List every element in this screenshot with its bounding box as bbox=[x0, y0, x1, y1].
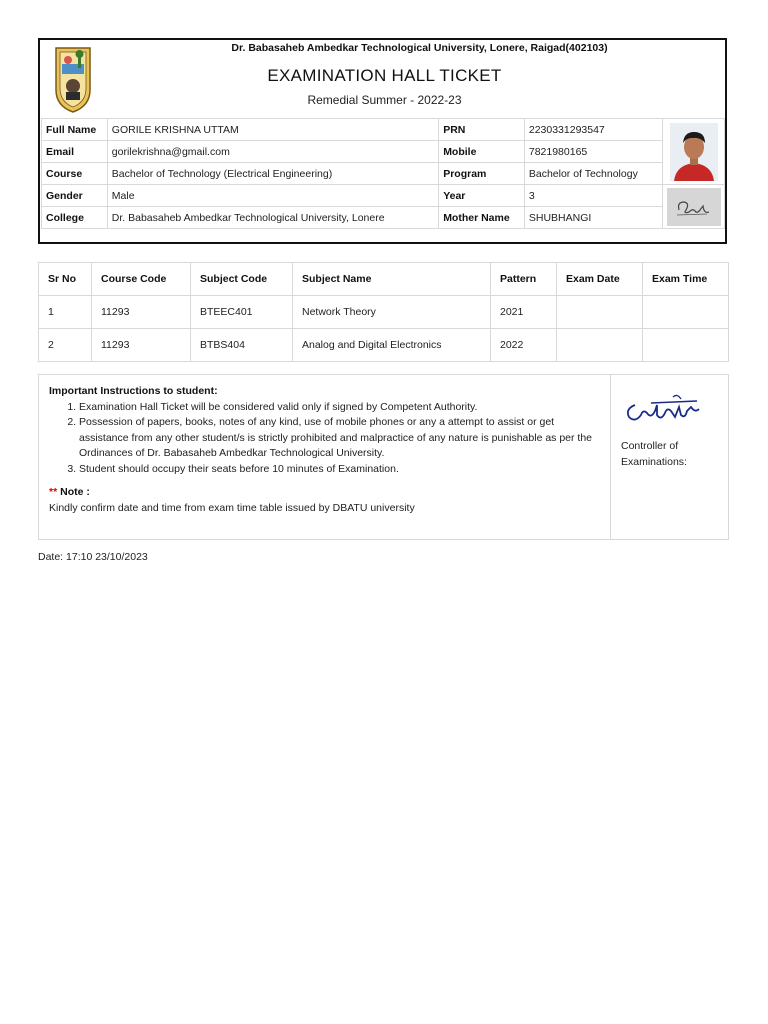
course-value: Bachelor of Technology (Electrical Engineering) bbox=[107, 163, 438, 185]
prn-value: 2230331293547 bbox=[524, 119, 662, 141]
student-signature bbox=[667, 188, 721, 226]
subject-code-cell: BTBS404 bbox=[191, 329, 293, 362]
column-header: Exam Time bbox=[643, 263, 729, 296]
program-value: Bachelor of Technology bbox=[524, 163, 662, 185]
column-header: Subject Code bbox=[191, 263, 293, 296]
instruction-item: 1. Examination Hall Ticket will be considered valid only if signed by Competent Authority. bbox=[79, 400, 600, 416]
college-label: College bbox=[42, 207, 108, 229]
exam-time-cell bbox=[643, 329, 729, 362]
instruction-item: 3. Student should occupy their seats before 10 minutes of Examination. bbox=[79, 462, 600, 478]
controller-title-line1: Controller of bbox=[621, 440, 679, 452]
student-info-table bbox=[41, 118, 725, 229]
mother-name-value: SHUBHANGI bbox=[524, 207, 662, 229]
info-row bbox=[42, 119, 725, 141]
year-value: 3 bbox=[524, 185, 662, 207]
student-photo bbox=[670, 123, 718, 181]
note-text: Kindly confirm date and time from exam time table issued by DBATU university bbox=[49, 501, 415, 514]
info-row bbox=[42, 185, 725, 207]
table-row bbox=[39, 296, 729, 329]
course-label: Course bbox=[42, 163, 108, 185]
gender-value: Male bbox=[107, 185, 438, 207]
subjects-header-row bbox=[39, 263, 729, 296]
instructions-box bbox=[38, 374, 729, 540]
column-header: Pattern bbox=[491, 263, 557, 296]
email-label: Email bbox=[42, 141, 108, 163]
program-label: Program bbox=[439, 163, 525, 185]
full-name-value: GORILE KRISHNA UTTAM bbox=[107, 119, 438, 141]
info-row bbox=[42, 163, 725, 185]
subject-name-cell: Analog and Digital Electronics bbox=[293, 329, 491, 362]
mobile-label: Mobile bbox=[439, 141, 525, 163]
year-label: Year bbox=[439, 185, 525, 207]
column-header: Sr No bbox=[39, 263, 92, 296]
hall-ticket-header-box bbox=[38, 38, 727, 244]
subject-name-cell: Network Theory bbox=[293, 296, 491, 329]
controller-title-line2: Examinations: bbox=[621, 455, 687, 468]
gender-label: Gender bbox=[42, 185, 108, 207]
column-header: Subject Name bbox=[293, 263, 491, 296]
pattern-cell: 2022 bbox=[491, 329, 557, 362]
page-title: EXAMINATION HALL TICKET bbox=[267, 66, 502, 85]
note-section bbox=[49, 485, 600, 516]
course-code-cell: 11293 bbox=[92, 296, 191, 329]
instructions-list bbox=[49, 400, 600, 478]
note-label: Note : bbox=[60, 486, 90, 498]
exam-date-cell bbox=[557, 329, 643, 362]
instructions-panel bbox=[39, 375, 611, 539]
sr-no-cell: 2 bbox=[39, 329, 92, 362]
college-value: Dr. Babasaheb Ambedkar Technological University, Lonere bbox=[107, 207, 438, 229]
subjects-table bbox=[38, 262, 729, 362]
exam-session: Remedial Summer - 2022-23 bbox=[307, 93, 462, 107]
course-code-cell: 11293 bbox=[92, 329, 191, 362]
prn-label: PRN bbox=[439, 119, 525, 141]
university-name: Dr. Babasaheb Ambedkar Technological University, Lonere, Raigad(402103) bbox=[231, 42, 608, 54]
pattern-cell: 2021 bbox=[491, 296, 557, 329]
sr-no-cell: 1 bbox=[39, 296, 92, 329]
subject-code-cell: BTEEC401 bbox=[191, 296, 293, 329]
info-row bbox=[42, 141, 725, 163]
signature-cell bbox=[663, 185, 725, 229]
column-header: Exam Date bbox=[557, 263, 643, 296]
instruction-item: 2. Possession of papers, books, notes of any kind, use of mobile phones or any a attempt to assist or get assistance from any other student/s is strictly prohibited and malpractice of any nature is punishable as per the Ordinances of Dr. Babasaheb Ambedkar Technological University. bbox=[79, 415, 600, 462]
table-row bbox=[39, 329, 729, 362]
info-row bbox=[42, 207, 725, 229]
controller-panel bbox=[612, 375, 728, 539]
note-stars: ** bbox=[49, 486, 58, 498]
full-name-label: Full Name bbox=[42, 119, 108, 141]
email-value: gorilekrishna@gmail.com bbox=[107, 141, 438, 163]
instructions-heading: Important Instructions to student: bbox=[49, 385, 218, 397]
print-date: Date: 17:10 23/10/2023 bbox=[38, 551, 148, 563]
column-header: Course Code bbox=[92, 263, 191, 296]
photo-cell bbox=[663, 119, 725, 185]
exam-date-cell bbox=[557, 296, 643, 329]
mobile-value: 7821980165 bbox=[524, 141, 662, 163]
mother-name-label: Mother Name bbox=[439, 207, 525, 229]
controller-signature bbox=[621, 391, 705, 425]
exam-time-cell bbox=[643, 296, 729, 329]
